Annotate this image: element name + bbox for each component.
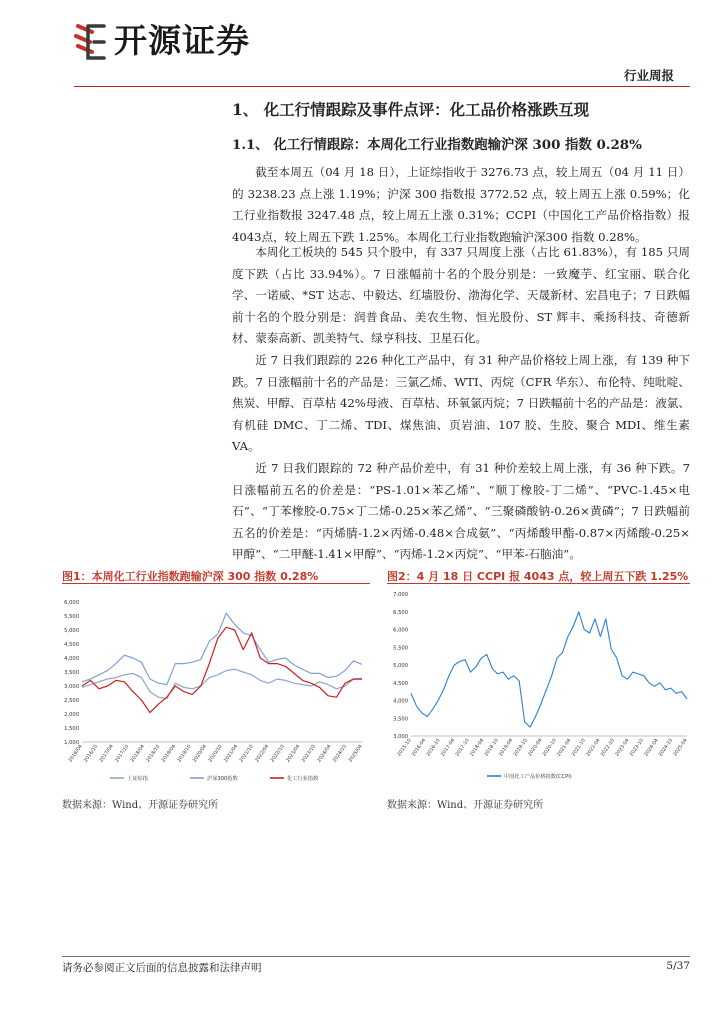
y-tick-label: 6,000 (393, 627, 408, 634)
index-comparison-chart (62, 588, 370, 788)
x-tick-label: 2022/10 (270, 744, 286, 764)
y-tick-label: 5,000 (64, 628, 79, 634)
y-tick-label: 4,500 (393, 680, 408, 687)
x-tick-label: 2020-10 (542, 738, 558, 758)
x-tick-label: 2022-10 (600, 738, 617, 758)
footer-divider (62, 956, 690, 957)
x-tick-label: 2023-10 (629, 738, 646, 758)
section-heading: 1、 化工行情跟踪及事件点评：化工品价格涨跌互现 (232, 100, 590, 119)
y-tick-label: 6,500 (393, 609, 408, 616)
page-number: 5/37 (666, 960, 690, 972)
x-tick-label: 2024/04 (316, 744, 333, 764)
y-tick-label: 4,000 (64, 656, 79, 662)
report-type-label: 行业周报 (623, 68, 674, 83)
stock-movers-paragraph: 本周化工板块的 545 只个股中，有 337 只周度上涨（占比 61.83%），有 185 只周度下跌（占比 33.94%）。7 日涨幅前十名的个股分别是：一致魔芋、红宝丽、联合化学、一诺威、*ST 达志、中毅达、红墙股份、渤海化学、天晟新材、宏昌电子；7 日跌幅前十名的个股分别是：润普食品、美农生物、恒光股份、ST 辉丰、乘扬科技、奇德新材、蒙泰高新、凯美特气、绿亨科技、卫星石化。 (232, 245, 690, 346)
x-tick-label: 2020-04 (527, 738, 544, 758)
x-tick-label: 2024/10 (332, 744, 349, 764)
figure-2-title: 图2：4 月 18 日 CCPI 报 4043 点，较上周五下跌 1.25% (387, 570, 689, 583)
brand-logo-text: 开源证券 (114, 21, 250, 60)
x-tick-label: 2018-10 (484, 738, 500, 758)
header-divider (74, 86, 690, 87)
ccpi-chart (387, 588, 690, 788)
x-tick-label: 2016/04 (68, 744, 84, 764)
y-tick-label: 6,000 (64, 600, 79, 606)
x-tick-label: 2024-04 (643, 738, 660, 758)
y-tick-label: 7,000 (393, 592, 408, 598)
series-line (82, 627, 362, 712)
footer-disclaimer: 请务必参阅正文后面的信息披露和法律声明 (62, 962, 262, 974)
x-tick-label: 2019-10 (513, 738, 529, 758)
x-tick-label: 2023-04 (614, 738, 631, 758)
x-tick-label: 2021-04 (556, 738, 573, 758)
subsection-heading: 1.1、 化工行情跟踪：本周化工行业指数跑输沪深 300 指数 0.28% (232, 137, 642, 153)
figure-1-title: 图1：本周化工行业指数跑输沪深 300 指数 0.28% (62, 570, 319, 583)
figure-1-divider (62, 583, 370, 584)
legend-label: 化工行业指数 (287, 776, 319, 782)
x-tick-label: 2017/04 (99, 744, 115, 764)
series-line (82, 613, 362, 684)
y-tick-label: 3,000 (64, 684, 79, 690)
y-tick-label: 5,500 (64, 614, 79, 620)
legend-label: 中国化工产品价格指数(CCPI) (504, 774, 572, 780)
x-tick-label: 2023/04 (285, 744, 302, 764)
x-tick-label: 2016-10 (426, 738, 442, 758)
x-tick-label: 2017/10 (114, 744, 131, 764)
x-tick-label: 2017-10 (455, 738, 471, 758)
y-tick-label: 5,500 (393, 645, 408, 652)
figure-2-source: 数据来源：Wind、开源证券研究所 (387, 800, 544, 811)
x-tick-label: 2021-10 (571, 738, 587, 758)
legend-label: 沪深300指数 (207, 776, 238, 782)
x-tick-label: 2019/04 (161, 744, 177, 764)
y-tick-label: 4,500 (64, 642, 79, 648)
x-tick-label: 2024-10 (658, 738, 675, 758)
x-tick-label: 2022/04 (254, 744, 271, 764)
logo-mark-icon (74, 22, 108, 62)
x-tick-label: 2017-04 (440, 738, 457, 758)
y-tick-label: 3,500 (393, 716, 408, 723)
x-tick-label: 2020/10 (208, 744, 224, 764)
x-tick-label: 2016/10 (83, 744, 100, 764)
figure-1-source: 数据来源：Wind、开源证券研究所 (62, 800, 219, 811)
x-tick-label: 2023/10 (301, 744, 317, 764)
y-tick-label: 4,000 (393, 698, 408, 705)
legend-label: 上证综指 (127, 776, 148, 782)
x-tick-label: 2015-10 (397, 738, 413, 758)
x-tick-label: 2019-04 (498, 738, 515, 758)
x-tick-label: 2019/10 (176, 744, 193, 764)
x-tick-label: 2018/04 (130, 744, 146, 764)
market-summary-paragraph: 截至本周五（04 月 18 日），上证综指收于 3276.73 点，较上周五（04 月 11 日）的 3238.23 点上涨 1.19%；沪深 300 指数报 3772.52 点，较上周五上涨 0.59%；化工行业指数报 3247.48 点，较上周五上涨 0.31%；CCPI（中国化工产品价格指数）报4043点，较上周五下跌 1.25%。本周化工行业指数跑输沪深300 指数 0.28%。 (232, 165, 690, 244)
series-line (411, 612, 687, 727)
x-tick-label: 2016-04 (411, 738, 428, 758)
y-tick-label: 3,000 (393, 734, 408, 740)
x-tick-label: 2021/10 (239, 744, 255, 764)
x-tick-label: 2018/10 (145, 744, 162, 764)
y-tick-label: 1,500 (64, 726, 79, 732)
x-tick-label: 2025-04 (673, 738, 689, 758)
price-spreads-paragraph: 近 7 日我们跟踪的 72 种产品价差中，有 31 种价差较上周上涨，有 36 种下跌。7 日涨幅前五名的价差是：“PS-1.01×苯乙烯”、“顺丁橡胶-丁二烯”、“PVC-1.45×电石”、“丁苯橡胶-0.75×丁二烯-0.25×苯乙烯”、“三聚磷酸钠-0.26×黄磷”；7 日跌幅前五名的价差是：“丙烯腈-1.2×丙烯-0.48×合成氨”、“丙烯酸甲酯-0.87×丙烯酸-0.25×甲醇”、“二甲醚-1.41×甲醇”、“丙烯-1.2×丙烷”、“甲苯-石脑油”。 (232, 461, 690, 562)
y-tick-label: 3,500 (64, 670, 79, 676)
y-tick-label: 2,500 (64, 698, 79, 704)
x-tick-label: 2020/04 (192, 744, 209, 764)
product-prices-paragraph: 近 7 日我们跟踪的 226 种化工产品中，有 31 种产品价格较上周上涨，有 139 种下跌。7 日涨幅前十名的产品是：三氯乙烯、WTI、丙烷（CFR 华东）、布伦特、纯吡啶、焦炭、甲醇、百草枯 42%母液、百草枯、环氧氯丙烷；7 日跌幅前十名的产品是：液氯、有机硅 DMC、丁二烯、TDI、煤焦油、页岩油、107 胶、生胶、聚合 MDI、维生素 VA。 (232, 353, 690, 454)
figure-2-divider (387, 583, 690, 584)
x-tick-label: 2022-04 (585, 738, 602, 758)
y-tick-label: 5,000 (393, 663, 408, 669)
x-tick-label: 2025/04 (348, 744, 364, 764)
y-tick-label: 2,000 (64, 712, 79, 718)
y-tick-label: 1,000 (64, 740, 79, 746)
x-tick-label: 2018-04 (469, 738, 486, 758)
x-tick-label: 2021/04 (223, 744, 240, 764)
